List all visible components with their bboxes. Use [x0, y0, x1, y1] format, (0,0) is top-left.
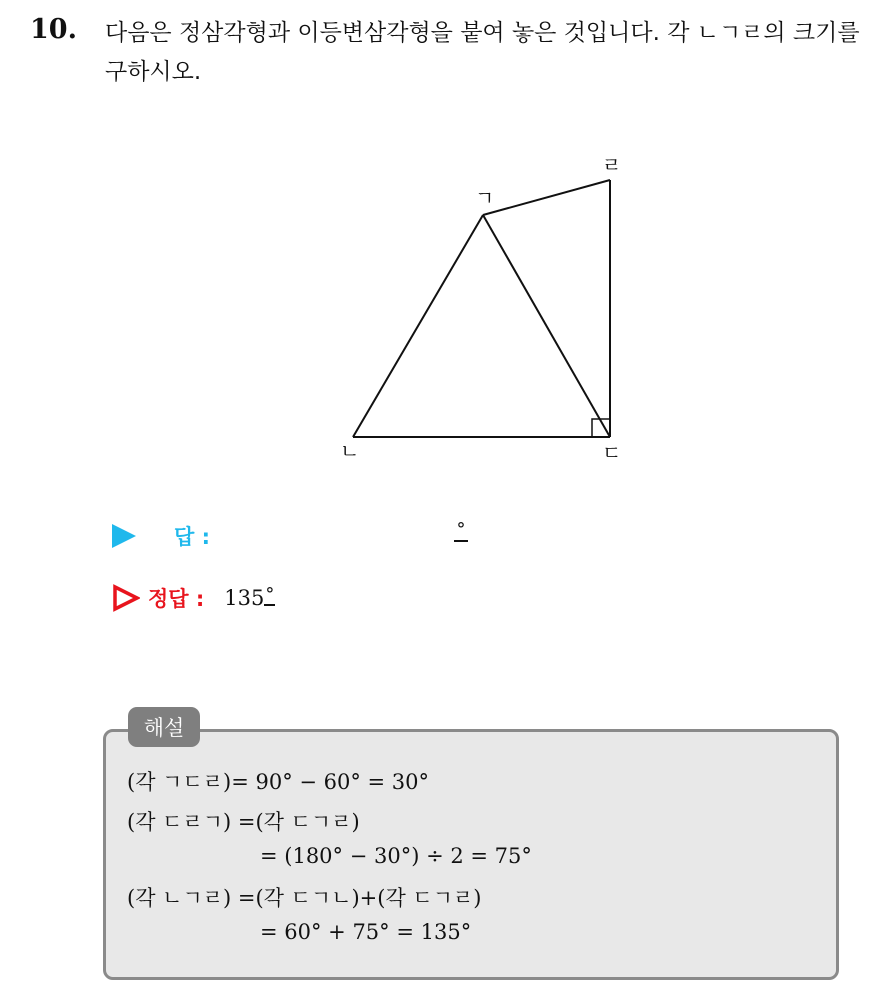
label-bottom-right-vertex: ㄷ: [602, 441, 622, 465]
solution-line-1: (각 ㄱㄷㄹ)= 90° − 60° = 30°: [127, 770, 430, 794]
correct-answer-value: 135: [224, 586, 265, 610]
triangle-figure: [320, 150, 640, 470]
correct-answer-label: 정답 :: [148, 587, 205, 611]
question-text: 다음은 정삼각형과 이등변삼각형을 붙여 놓은 것입니다. 각 ㄴㄱㄹ의 크기를 구하시오.: [105, 20, 860, 85]
solution-line-2: (각 ㄷㄹㄱ) =(각 ㄷㄱㄹ): [127, 810, 360, 834]
correct-answer-unit: °: [265, 584, 275, 605]
edge-g-d: [483, 215, 610, 437]
label-top-vertex: ㄱ: [475, 186, 495, 210]
answer-row: [112, 521, 210, 551]
outline-triangle-icon: [112, 584, 140, 612]
solution-line-4: (각 ㄴㄱㄹ) =(각 ㄷㄱㄴ)+(각 ㄷㄱㄹ): [127, 886, 482, 910]
solution-line-3: = (180° − 30°) ÷ 2 = 75°: [260, 844, 532, 868]
play-triangle-icon: [112, 524, 136, 548]
edge-g-n: [353, 215, 483, 437]
solution-line-5: = 60° + 75° = 135°: [260, 920, 472, 944]
question-number: 10.: [30, 14, 77, 45]
edge-g-r: [483, 180, 610, 215]
solution-tab: 해설: [128, 707, 200, 747]
label-top-right-vertex: ㄹ: [602, 153, 622, 177]
answer-blank[interactable]: °: [454, 520, 468, 542]
correct-answer-row: [112, 583, 275, 613]
label-bottom-left-vertex: ㄴ: [340, 439, 360, 463]
answer-label: 답 :: [174, 525, 210, 549]
